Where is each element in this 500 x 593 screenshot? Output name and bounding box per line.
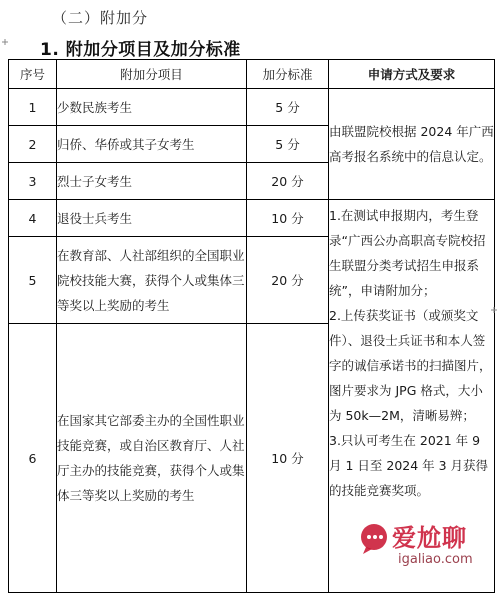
req-step-1: 1.在测试申报期内，考生登录“广西公办高职高专院校招生联盟分类考试招生申报系统”，申请附加分； (329, 208, 486, 298)
row-no: 6 (9, 324, 57, 593)
row-score: 10 分 (247, 324, 329, 593)
row-item: 在国家其它部委主办的全国性职业技能竞赛，或自治区教育厅、人社厅主办的技能竞赛，获得个人或集体三等奖以上奖励的考生 (57, 324, 247, 593)
speech-bubble-icon (358, 522, 392, 556)
header-score: 加分标准 (247, 60, 329, 89)
row-score: 5 分 (247, 89, 329, 126)
row-score: 20 分 (247, 237, 329, 324)
cursor-mark-icon (1, 38, 9, 46)
bonus-table (8, 59, 495, 593)
cursor-mark-icon (490, 306, 498, 314)
row-no: 4 (9, 200, 57, 237)
section-subtitle: （二）附加分 (52, 9, 149, 27)
req-auto (329, 89, 495, 200)
header-req: 申请方式及要求 (329, 60, 495, 89)
table-header-row (9, 60, 495, 89)
row-no: 5 (9, 237, 57, 324)
row-item: 少数民族考生 (57, 89, 247, 126)
row-item: 在教育部、人社部组织的全国职业院校技能大赛，获得个人或集体三等奖以上奖励的考生 (57, 237, 247, 324)
row-no: 3 (9, 163, 57, 200)
row-item: 烈士子女考生 (57, 163, 247, 200)
table-row (9, 89, 495, 126)
row-score: 10 分 (247, 200, 329, 237)
watermark-url: igaliao.com (398, 552, 473, 567)
watermark-text: 爱尬聊 (392, 524, 467, 552)
table-row (9, 200, 495, 237)
row-item: 归侨、华侨或其子女考生 (57, 126, 247, 163)
header-no: 序号 (9, 60, 57, 89)
row-score: 20 分 (247, 163, 329, 200)
row-item: 退役士兵考生 (57, 200, 247, 237)
req-step-3: 3.只认可考生在 2021 年 9 月 1 日至 2024 年 3 月获得的技能竞赛奖项。 (329, 433, 489, 498)
row-no: 2 (9, 126, 57, 163)
row-no: 1 (9, 89, 57, 126)
req-step-2: 2.上传获奖证书（或颁奖文件）、退役士兵证书和本人签字的诚信承诺书的扫描图片，图片要求为 JPG 格式，大小为 50k—2M，清晰易辨； (329, 308, 492, 423)
header-item: 附加分项目 (57, 60, 247, 89)
req-auto-text: 由联盟院校根据 2024 年广西高考报名系统中的信息认定。 (329, 124, 494, 164)
site-watermark (358, 516, 500, 578)
row-score: 5 分 (247, 126, 329, 163)
section-heading: 1. 附加分项目及加分标准 (40, 40, 241, 60)
